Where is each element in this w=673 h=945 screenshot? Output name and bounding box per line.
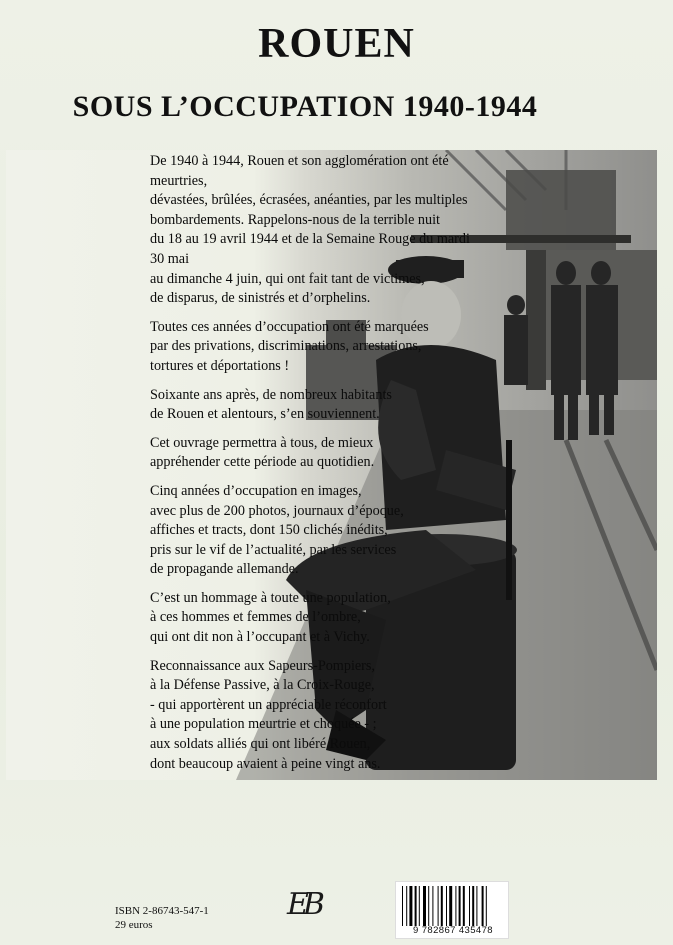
- price: 29 euros: [115, 919, 153, 931]
- barcode-bar: [469, 886, 470, 926]
- barcode-bar: [449, 886, 452, 926]
- barcode-bar: [423, 886, 426, 926]
- barcode-bar: [472, 886, 474, 926]
- barcode-bar: [455, 886, 456, 926]
- paragraph: Toutes ces années d’occupation ont été marquées par des privations, discriminations, arrestations, tortures et déportations !: [150, 318, 429, 374]
- isbn-number: ISBN 2-86743-547-1: [115, 905, 209, 917]
- barcode-bar: [476, 886, 477, 926]
- barcode-bar: [432, 886, 433, 926]
- barcode-bars: [402, 886, 504, 926]
- barcode-bar: [428, 886, 429, 926]
- paragraph: De 1940 à 1944, Rouen et son agglomération ont été meurtries, dévastées, brûlées, écrasées, anéanties, par les multiples bombardements. Rappelons-nous de la terrible nuit du 18 au 19 avril 1944 et de la Semaine Rouge du mardi 30 mai au dimanche 4 juin, qui ont fait tant de victimes, de disparus, de sinistrés et d’orphelins.: [150, 153, 470, 307]
- barcode-bar: [441, 886, 443, 926]
- barcode-bar: [406, 886, 407, 926]
- barcode-bar: [402, 886, 403, 926]
- barcode-bar: [446, 886, 447, 926]
- book-subtitle: SOUS L’OCCUPATION 1940-1944: [72, 90, 538, 123]
- barcode: [395, 881, 509, 939]
- barcode-bar: [409, 886, 412, 926]
- barcode-bar: [438, 886, 439, 926]
- barcode-bar: [419, 886, 420, 926]
- barcode-bar: [463, 886, 465, 926]
- barcode-bar: [486, 886, 487, 926]
- isbn-block: [115, 904, 209, 932]
- barcode-bar: [415, 886, 417, 926]
- barcode-bar: [482, 886, 484, 926]
- barcode-bar: [459, 886, 461, 926]
- paragraph: Cet ouvrage permettra à tous, de mieux appréhender cette période au quotidien.: [150, 434, 375, 471]
- back-cover-text: [150, 152, 480, 783]
- paragraph: Reconnaissance aux Sapeurs-Pompiers, à la Défense Passive, à la Croix-Rouge, - qui apportèrent un appréciable réconfort à une population meurtrie et choquée - ; aux soldats alliés qui ont libéré Rouen, dont beaucoup avaient à peine vingt ans.: [150, 657, 387, 772]
- barcode-number: 9 782867 435478: [413, 925, 493, 936]
- book-title: ROUEN: [258, 21, 415, 67]
- paragraph: Soixante ans après, de nombreux habitants de Rouen et alentours, s’en souviennent.: [150, 386, 392, 423]
- paragraph: C’est un hommage à toute une population, à ces hommes et femmes de l’ombre, qui ont dit non à l’occupant et à Vichy.: [150, 589, 391, 646]
- paragraph: Cinq années d’occupation en images, avec plus de 200 photos, journaux d’époque, affiches et tracts, dont 150 clichés inédits, pris sur le vif de l’actualité, par les services de propagande allemande.: [150, 482, 404, 578]
- publisher-logo: EB: [287, 887, 319, 922]
